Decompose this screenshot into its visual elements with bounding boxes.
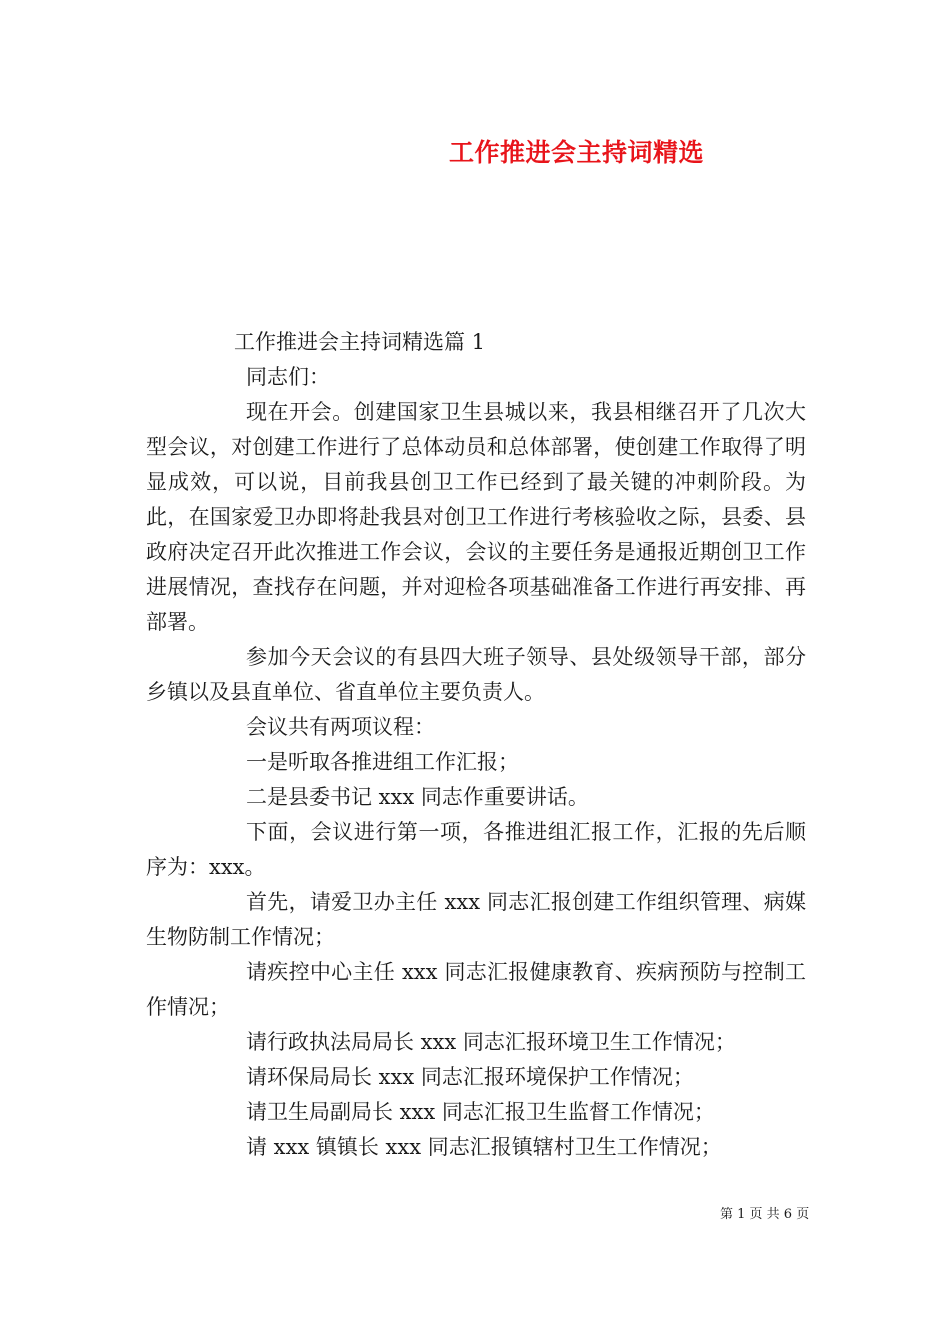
paragraph-report-2: 请疾控中心主任 xxx 同志汇报健康教育、疾病预防与控制工作情况； bbox=[146, 960, 806, 1019]
paragraph-agenda-intro: 会议共有两项议程： bbox=[246, 715, 435, 739]
document-title: 工作推进会主持词精选 bbox=[449, 138, 705, 167]
paragraph-salutation: 同志们： bbox=[246, 365, 330, 389]
document-body bbox=[146, 360, 806, 1165]
paragraph-agenda-item-1: 一是听取各推进组工作汇报； bbox=[246, 750, 519, 774]
paragraph-report-3: 请行政执法局局长 xxx 同志汇报环境卫生工作情况； bbox=[246, 1030, 736, 1054]
paragraph-attendees: 参加今天会议的有县四大班子领导、县处级领导干部，部分乡镇以及县直单位、省直单位主要负责人。 bbox=[146, 645, 806, 704]
paragraph-report-6: 请 xxx 镇镇长 xxx 同志汇报镇辖村卫生工作情况； bbox=[246, 1135, 722, 1159]
paragraph-opening: 现在开会。创建国家卫生县城以来，我县相继召开了几次大型会议，对创建工作进行了总体动员和总体部署，使创建工作取得了明显成效，可以说，目前我县创卫工作已经到了最关键的冲刺阶段。为此，在国家爱卫办即将赴我县对创卫工作进行考核验收之际，县委、县政府决定召开此次推进工作会议，会议的主要任务是通报近期创卫工作进展情况，查找存在问题，并对迎检各项基础准备工作进行再安排、再部署。 bbox=[146, 400, 806, 634]
section-heading: 工作推进会主持词精选篇 1 bbox=[234, 330, 486, 354]
paragraph-report-4: 请环保局局长 xxx 同志汇报环境保护工作情况； bbox=[246, 1065, 694, 1089]
page-number: 第 1 页 共 6 页 bbox=[720, 1207, 810, 1222]
paragraph-first-item: 下面，会议进行第一项，各推进组汇报工作，汇报的先后顺序为：xxx。 bbox=[146, 820, 806, 879]
paragraph-report-5: 请卫生局副局长 xxx 同志汇报卫生监督工作情况； bbox=[246, 1100, 715, 1124]
paragraph-agenda-item-2: 二是县委书记 xxx 同志作重要讲话。 bbox=[246, 785, 589, 809]
paragraph-report-1: 首先，请爱卫办主任 xxx 同志汇报创建工作组织管理、病媒生物防制工作情况； bbox=[146, 890, 806, 949]
